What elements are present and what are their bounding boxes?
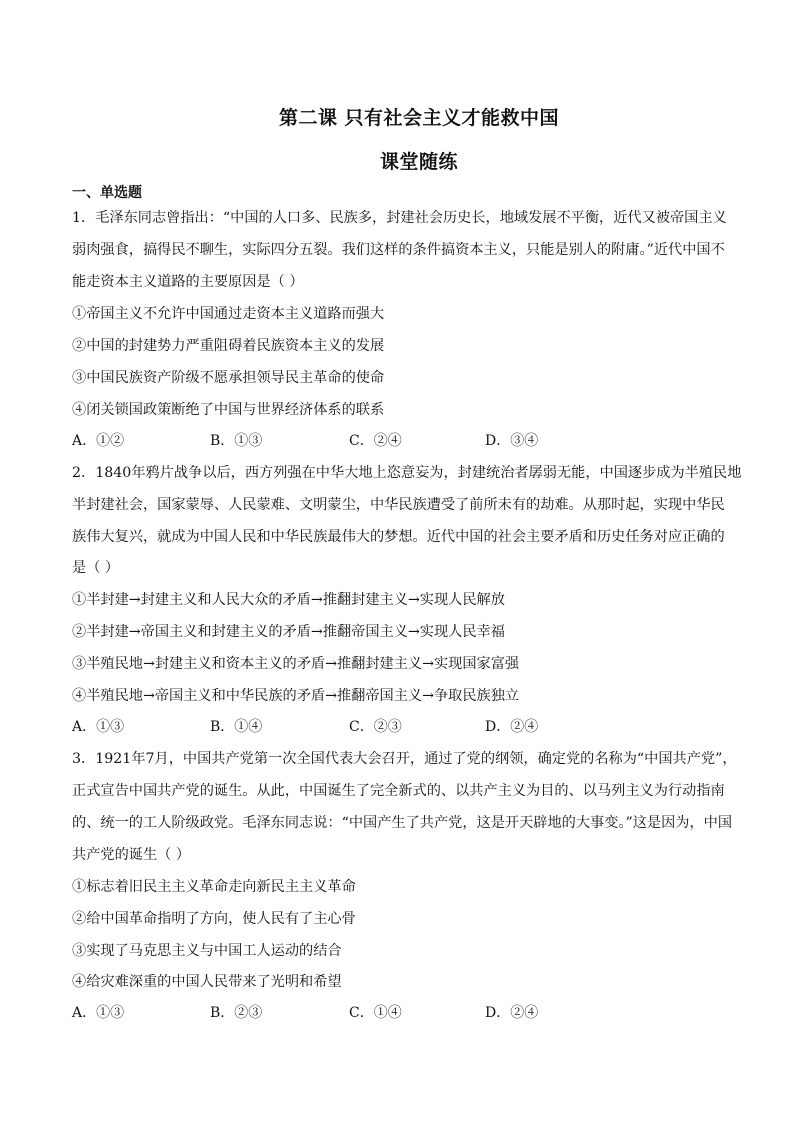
option-b[interactable]: B．①④ [210, 719, 263, 735]
option-c[interactable]: C．②④ [349, 433, 402, 449]
question-1-stem-line: 弱肉强食，搞得民不聊生，实际四分五裂。我们这样的条件搞资本主义，只能是别人的附庸。”近代中国不 [72, 242, 725, 258]
option-d[interactable]: D．③④ [485, 433, 539, 449]
question-3-options [72, 1002, 732, 1022]
question-1-item: ②中国的封建势力严重阻碍着民族资本主义的发展 [72, 338, 385, 354]
question-3-stem-line: 正式宣告中国共产党的诞生。从此，中国诞生了完全新式的、以共产主义为目的、以马列主义为行动指南 [72, 783, 725, 799]
question-1-options [72, 430, 732, 450]
question-3-stem-line: 的、统一的工人阶级政党。毛泽东同志说：“中国产生了共产党，这是开天辟地的大事变。”这是因为，中国 [72, 815, 733, 831]
option-a[interactable]: A．①③ [72, 1005, 125, 1021]
option-b[interactable]: B．①③ [210, 433, 263, 449]
option-d[interactable]: D．②④ [485, 719, 539, 735]
option-d[interactable]: D．②④ [485, 1005, 539, 1021]
page-title: 第二课 只有社会主义才能救中国 [278, 107, 560, 129]
question-1-item: ③中国民族资产阶级不愿承担领导民主革命的使命 [72, 370, 385, 386]
question-3-item: ①标志着旧民主主义革命走向新民主主义革命 [72, 879, 356, 895]
page-subtitle: 课堂随练 [379, 151, 458, 173]
option-c[interactable]: C．①④ [349, 1005, 402, 1021]
option-c[interactable]: C．②③ [349, 719, 402, 735]
section-heading: 一、单选题 [72, 185, 142, 201]
question-1-item: ①帝国主义不允许中国通过走资本主义道路而强大 [72, 306, 385, 322]
question-3-item: ②给中国革命指明了方向，使人民有了主心骨 [72, 911, 356, 927]
option-a[interactable]: A．①② [72, 433, 125, 449]
question-2-item: ①半封建→封建主义和人民大众的矛盾→推翻封建主义→实现人民解放 [72, 592, 505, 608]
question-3-item: ④给灾难深重的中国人民带来了光明和希望 [72, 974, 342, 990]
question-1-stem-line: 能走资本主义道路的主要原因是（ ） [72, 274, 304, 290]
question-3-stem-line: 3．1921年7月，中国共产党第一次全国代表大会召开，通过了党的纲领，确定党的名称为“中国共产党”， [72, 751, 737, 767]
question-1-stem-line: 1．毛泽东同志曾指出：“中国的人口多、民族多，封建社会历史长，地域发展不平衡，近代又被帝国主义 [72, 210, 727, 226]
question-2-stem-line: 是（ ） [72, 560, 120, 576]
question-2-options [72, 716, 732, 736]
question-3-item: ③实现了马克思主义与中国工人运动的结合 [72, 943, 342, 959]
question-1-item: ④闭关锁国政策断绝了中国与世界经济体系的联系 [72, 402, 385, 418]
question-3-stem-line: 共产党的诞生（ ） [72, 847, 191, 863]
question-2-item: ②半封建→帝国主义和封建主义的矛盾→推翻帝国主义→实现人民幸福 [72, 624, 505, 640]
question-2-item: ④半殖民地→帝国主义和中华民族的矛盾→推翻帝国主义→争取民族独立 [72, 688, 520, 704]
option-a[interactable]: A．①③ [72, 719, 125, 735]
question-2-stem-line: 2．1840年鸦片战争以后，西方列强在中华大地上恣意妄为，封建统治者孱弱无能，中国逐步成为半殖民地 [72, 465, 742, 481]
question-2-stem-line: 半封建社会，国家蒙辱、人民蒙难、文明蒙尘，中华民族遭受了前所未有的劫难。从那时起，实现中华民 [72, 497, 725, 513]
question-2-stem-line: 族伟大复兴，就成为中国人民和中华民族最伟大的梦想。近代中国的社会主要矛盾和历史任务对应正确的 [72, 529, 725, 545]
question-2-item: ③半殖民地→封建主义和资本主义的矛盾→推翻封建主义→实现国家富强 [72, 656, 520, 672]
option-b[interactable]: B．②③ [210, 1005, 263, 1021]
